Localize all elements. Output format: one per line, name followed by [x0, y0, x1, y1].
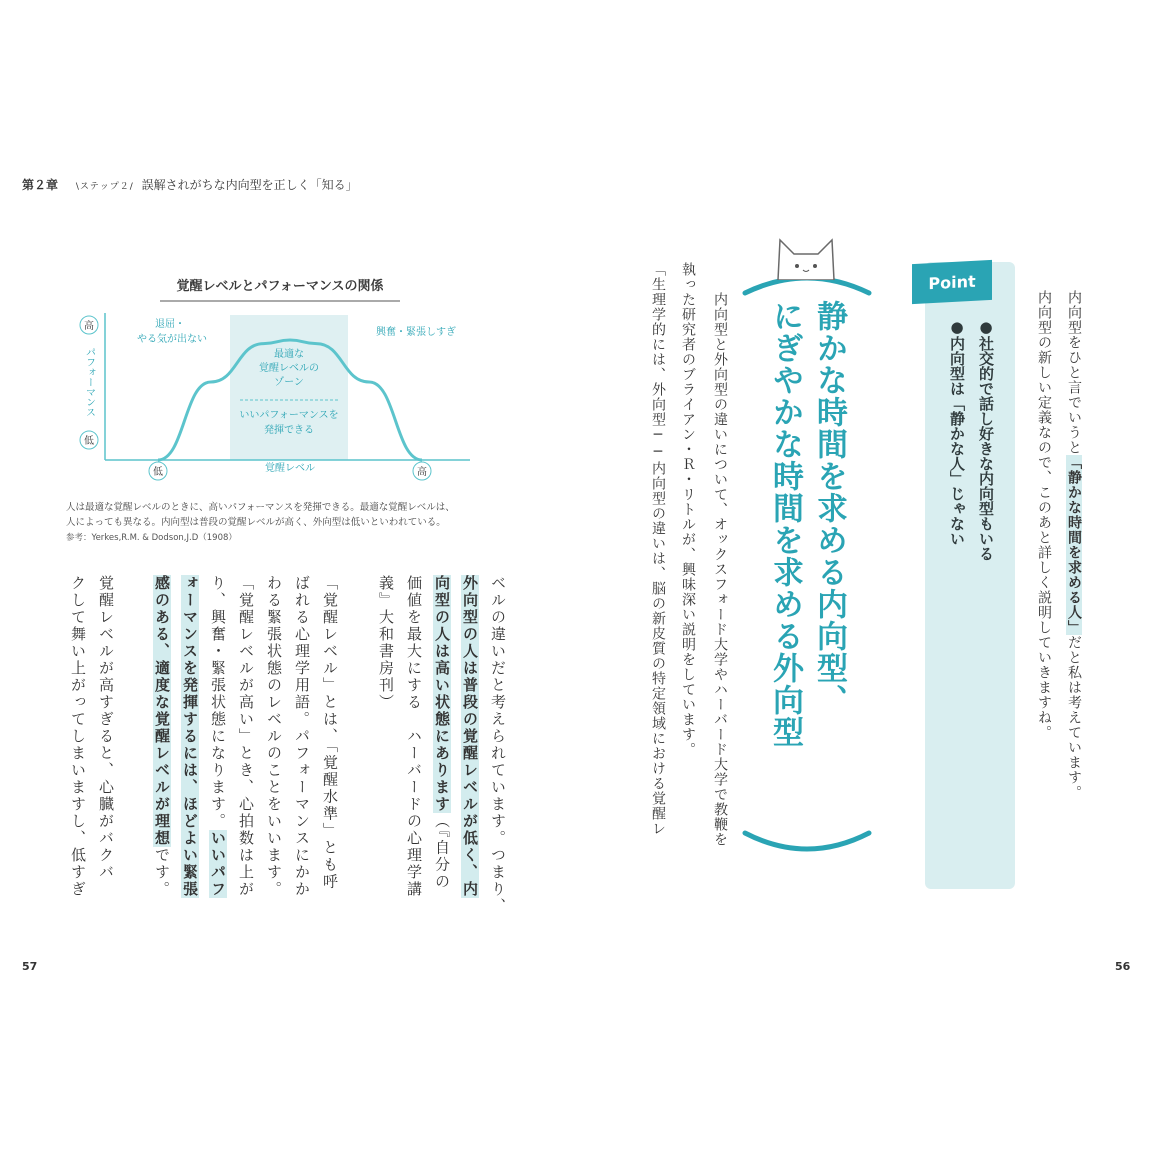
x-tick-high-label: 高 [417, 467, 427, 478]
left-body-col-2 [456, 575, 484, 898]
running-header [22, 176, 358, 193]
title-line-2: にぎやかな時間を求める外向型 [767, 300, 803, 748]
intro-col-2: 内向型の新しい定義なので、このあと詳しく説明していきますね。 [1036, 290, 1052, 740]
caption-line-2: 人によっても異なる。内向型は普段の覚醒レベルが高く、外向型は低いといわれている。 [66, 517, 446, 528]
body-text: だと私は考えています。 [1066, 635, 1082, 800]
highlight-text: 外向型の人は普段の覚醒レベルが低く、内 [461, 575, 479, 898]
left-body-col-11 [176, 575, 204, 898]
y-tick-high [80, 316, 98, 334]
chart-reference: 参考：Yerkes,R.M. & Dodson,J.D（1908） [66, 533, 237, 543]
title-line-1: 静かな時間を求める内向型、 [811, 300, 847, 716]
left-body-col-12 [148, 575, 176, 898]
page-number-right: 56 [1115, 960, 1131, 973]
y-tick-low-label: 低 [84, 436, 94, 447]
left-body-col-3 [428, 575, 456, 891]
intro-col-1 [1060, 290, 1088, 800]
y-axis-label: パフォーマンス [83, 347, 95, 417]
y-tick-low [80, 431, 98, 449]
point-tag: Point [912, 260, 992, 304]
chapter-label: 第２章 [22, 178, 59, 192]
highlight-text: いいパフ [209, 830, 227, 898]
annotation-left-2: やる気が出ない [137, 334, 207, 345]
caption-line-1: 人は最適な覚醒レベルのときに、高いパフォーマンスを発揮できる。最適な覚醒レベルは、 [66, 502, 455, 513]
left-body-col-8: わる緊張状態のレベルのことをいいます。 [265, 575, 283, 898]
cat-icon [774, 238, 838, 280]
header-title: 誤解されがちな内向型を正しく「知る」 [141, 178, 358, 192]
zone2-label-1: いいパフォーマンスを [239, 410, 339, 421]
annotation-left-1: 退屈・ [155, 319, 185, 330]
x-tick-high [413, 462, 431, 480]
left-body-col-4: 価値を最大にする ハーバードの心理学講 [405, 575, 423, 898]
right-body-col-3: 「生理学的には、外向型──内向型の違いは、脳の新皮質の特定領域における覚醒レ [650, 262, 666, 836]
arousal-performance-chart [60, 305, 480, 485]
highlight-text: 「静かな時間を求める人」 [1066, 455, 1082, 635]
chart-title: 覚醒レベルとパフォーマンスの関係 [160, 275, 400, 302]
x-axis-label: 覚醒レベル [265, 463, 315, 474]
body-text: 内向型をひと言でいうと [1066, 290, 1082, 455]
annotation-right: 興奮・緊張しすぎ [376, 327, 456, 338]
left-body-col-6: 「覚醒レベル」とは、「覚醒水準」とも呼 [321, 575, 339, 891]
page-number-left: 57 [22, 960, 38, 973]
zone-label-1: 最適な [274, 349, 304, 360]
body-text: （『自分の [433, 813, 451, 891]
left-body-col-1: ベルの違いだと考えられています。つまり、 [489, 575, 507, 915]
x-tick-low [149, 462, 167, 480]
highlight-text: 向型の人は高い状態にあります [433, 575, 451, 813]
point-item-2: ●内向型は「静かな人」じゃない [948, 318, 966, 546]
point-item-1: ●社交的で話し好きな内向型もいる [977, 318, 995, 561]
right-body-col-1: 内向型と外向型の違いについて、オックスフォード大学やハーバード大学で教鞭を [712, 292, 728, 847]
highlight-text: 感のある、適度な覚醒レベルが理想 [153, 575, 171, 847]
zone2-label-2: 発揮できる [264, 425, 314, 436]
left-body-col-14: クして舞い上がってしまいますし、低すぎ [69, 575, 87, 898]
zone-label-3: ゾーン [274, 377, 304, 388]
highlight-text: ォーマンスを発揮するには、ほどよい緊張 [181, 575, 199, 898]
step-label: \ステップ２/ [75, 182, 134, 192]
body-text: り、興奮・緊張状態になります。 [209, 575, 227, 830]
left-body-col-13: 覚醒レベルが高すぎると、心臓がバクバ [97, 575, 115, 881]
left-body-col-10 [204, 575, 232, 898]
zone-label-2: 覚醒レベルの [259, 363, 319, 374]
left-body-col-5: 義』大和書房刊） [377, 575, 395, 711]
left-body-col-9: 「覚醒レベルが高い」とき、心拍数は上が [237, 575, 255, 898]
right-body-col-2: 執った研究者のブライアン・Ｒ・リトルが、興味深い説明をしています。 [680, 262, 696, 757]
chart-caption [66, 500, 496, 530]
y-tick-high-label: 高 [84, 321, 94, 332]
point-box [925, 262, 1015, 889]
left-body-col-7: ばれる心理学用語。パフォーマンスにかか [293, 575, 311, 898]
body-text: です。 [153, 847, 171, 898]
x-tick-low-label: 低 [153, 467, 163, 478]
